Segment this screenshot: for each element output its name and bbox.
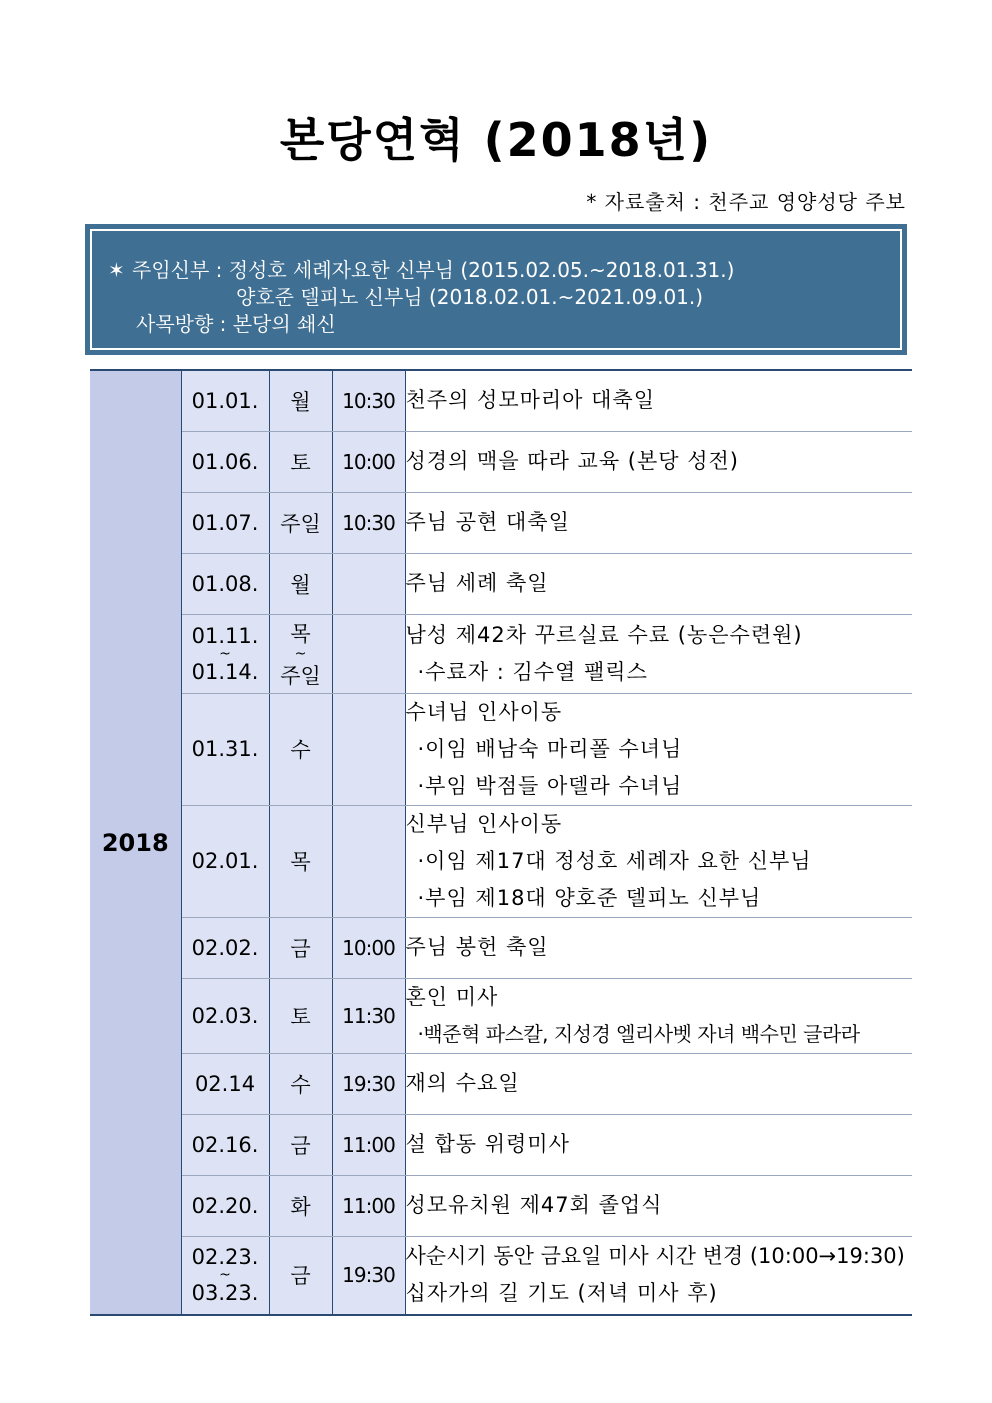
pastor-label: 주임신부 : 정성호 세례자요한 신부님 (2015.02.05.~2018.01.31.) [132,258,735,282]
date-range-cell [181,1236,269,1315]
time-cell: 11:30 [332,978,405,1053]
event-line: 성경의 맥을 따라 교육 (본당 성전) [405,449,739,473]
date-cell: 02.03. [181,978,269,1053]
event-line: 십자가의 길 기도 (저녁 미사 후) [405,1281,718,1306]
event-line: 혼인 미사 [405,984,499,1009]
date-cell: 01.07. [181,492,269,553]
event-subline: ·수료자 : 김수열 팰릭스 [417,659,648,684]
day-cell: 수 [269,693,332,805]
table-row [90,492,912,553]
table-row [90,431,912,492]
time-cell [332,614,405,693]
table-row [90,370,912,431]
event-cell [405,492,912,553]
time-cell: 19:30 [332,1236,405,1315]
event-cell [405,1175,912,1236]
event-cell [405,370,912,431]
table-row [90,978,912,1053]
table-row [90,917,912,978]
event-line: 주님 봉헌 축일 [405,935,549,959]
day-cell: 주일 [269,492,332,553]
event-cell [405,917,912,978]
time-cell [332,693,405,805]
range-tilde: ~ [294,645,307,662]
table-row [90,1236,912,1315]
page-title: 본당연혁 (2018년) [279,113,713,167]
date-start: 01.11. [191,623,259,648]
event-line: 신부님 인사이동 [405,811,563,836]
event-line: 설 합동 위령미사 [405,1132,570,1156]
day-cell: 목 [269,805,332,917]
event-line: 재의 수요일 [405,1071,520,1095]
history-table [90,369,912,1316]
event-line: 천주의 성모마리아 대축일 [405,388,655,413]
event-line: 사순시기 동안 금요일 미사 시간 변경 (10:00→19:30) [405,1244,905,1269]
date-cell: 01.31. [181,693,269,805]
date-cell: 02.01. [181,805,269,917]
day-end: 주일 [280,663,321,688]
day-cell: 금 [269,1236,332,1315]
event-line: 주님 세례 축일 [405,571,549,595]
event-cell [405,614,912,693]
date-end: 03.23. [191,1281,259,1306]
day-range-cell [269,614,332,693]
event-line: 남성 제42차 꾸르실료 수료 (농은수련원) [405,622,803,647]
date-cell: 02.02. [181,917,269,978]
event-subline: ·백준혁 파스칼, 지성경 엘리사벳 자녀 백수민 글라라 [417,1021,860,1046]
date-cell: 01.08. [181,553,269,614]
day-cell: 금 [269,917,332,978]
table-row [90,614,912,693]
event-subline: ·이임 제17대 정성호 세례자 요한 신부님 [417,848,812,873]
table-row [90,693,912,805]
event-cell [405,431,912,492]
time-cell: 10:00 [332,431,405,492]
date-start: 02.23. [191,1245,259,1270]
day-cell: 토 [269,431,332,492]
range-tilde: ~ [219,645,231,662]
event-line: 수녀님 인사이동 [405,699,563,724]
date-end: 01.14. [191,659,259,684]
date-cell: 02.16. [181,1114,269,1175]
time-cell [332,805,405,917]
event-line: 주님 공현 대축일 [405,510,570,534]
date-cell: 02.14 [181,1053,269,1114]
pastor2-line: 양호준 델피노 신부님 (2018.02.01.~2021.09.01.) [236,285,704,309]
source-note: * 자료출처 : 천주교 영양성당 주보 [586,190,906,214]
table-row [90,553,912,614]
time-cell: 11:00 [332,1114,405,1175]
table-row [90,1114,912,1175]
event-cell [405,805,912,917]
info-box-inner [90,229,902,350]
table-row [90,1053,912,1114]
day-cell: 월 [269,370,332,431]
time-cell: 10:00 [332,917,405,978]
event-cell [405,553,912,614]
event-cell [405,1053,912,1114]
event-subline: ·부임 박점들 아델라 수녀님 [417,773,683,798]
day-cell: 월 [269,553,332,614]
event-cell [405,693,912,805]
date-cell: 01.01. [181,370,269,431]
day-cell: 금 [269,1114,332,1175]
day-cell: 수 [269,1053,332,1114]
date-range-cell [181,614,269,693]
year-cell: 2018 [90,370,181,1315]
event-subline: ·부임 제18대 양호준 델피노 신부님 [417,885,762,910]
time-cell: 10:30 [332,370,405,431]
event-cell [405,1114,912,1175]
direction-line: 사목방향 : 본당의 쇄신 [136,312,336,336]
event-cell [405,978,912,1053]
day-cell: 토 [269,978,332,1053]
info-box [85,224,907,355]
time-cell: 19:30 [332,1053,405,1114]
time-cell [332,553,405,614]
time-cell: 10:30 [332,492,405,553]
time-cell: 11:00 [332,1175,405,1236]
event-subline: ·이임 배남숙 마리폴 수녀님 [417,736,683,761]
table-row [90,805,912,917]
table-row [90,1175,912,1236]
pastor-line [108,257,900,284]
event-line: 성모유치원 제47회 졸업식 [405,1193,663,1217]
event-cell [405,1236,912,1315]
date-cell: 02.20. [181,1175,269,1236]
range-tilde: ~ [219,1267,231,1284]
day-cell: 화 [269,1175,332,1236]
date-cell: 01.06. [181,431,269,492]
star-icon: ✶ [108,258,125,282]
day-start: 목 [290,621,311,646]
